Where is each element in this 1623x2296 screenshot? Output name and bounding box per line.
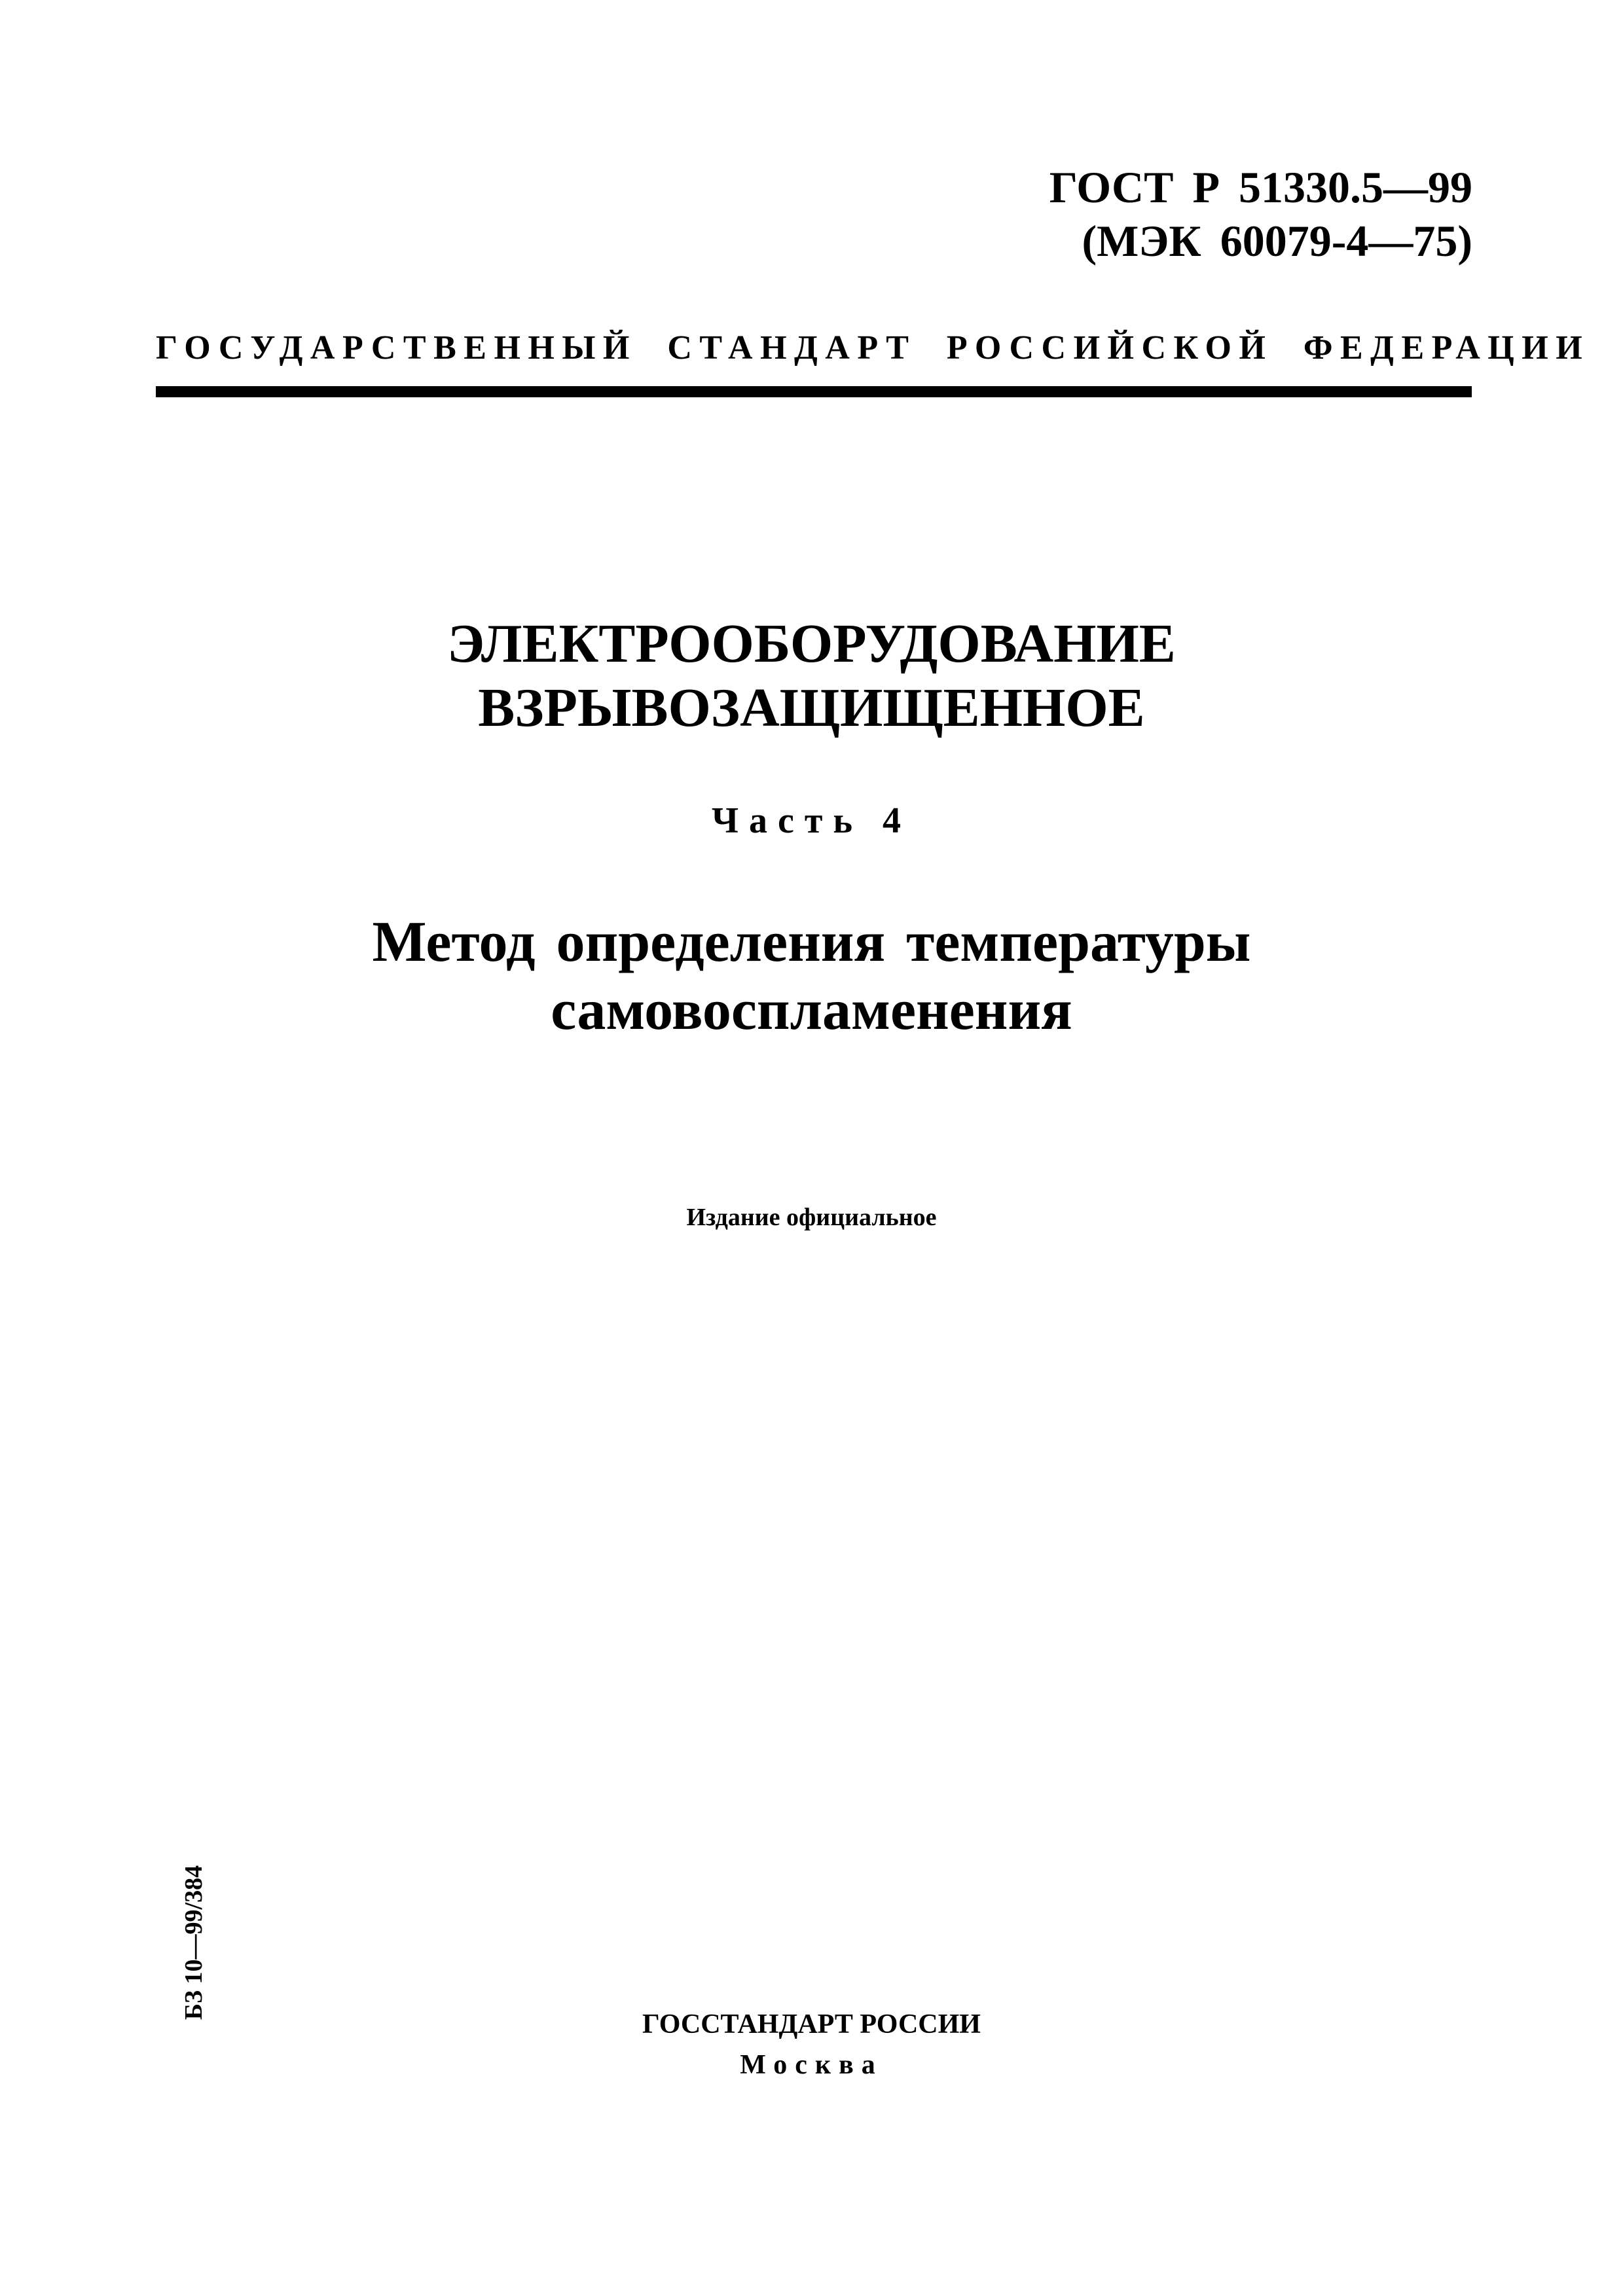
publisher-block — [0, 2004, 1623, 2085]
standard-header: ГОСУДАРСТВЕННЫЙ СТАНДАРТ РОССИЙСКОЙ ФЕДЕРАЦИИ — [156, 329, 1590, 367]
subtitle-line-1: Метод определения температуры — [372, 910, 1251, 974]
publisher-name: ГОССТАНДАРТ РОССИИ — [642, 2009, 981, 2039]
gost-number: ГОСТ Р 51330.5—99 — [1049, 162, 1472, 212]
document-title — [0, 612, 1623, 740]
edition-label: Издание официальное — [686, 1204, 937, 1231]
title-line-1: ЭЛЕКТРООБОРУДОВАНИЕ — [447, 613, 1176, 674]
document-designation — [1049, 160, 1472, 268]
document-subtitle — [0, 908, 1623, 1045]
iec-number: (МЭК 60079-4—75) — [1082, 216, 1472, 266]
title-line-2: ВЗРЫВОЗАЩИЩЕННОЕ — [478, 677, 1145, 738]
part-label: Часть 4 — [711, 800, 912, 841]
header-rule — [156, 386, 1472, 397]
side-code: БЗ 10—99/384 — [180, 1865, 208, 2020]
publisher-city: Москва — [740, 2050, 883, 2080]
subtitle-line-2: самовоспламенения — [551, 978, 1072, 1042]
